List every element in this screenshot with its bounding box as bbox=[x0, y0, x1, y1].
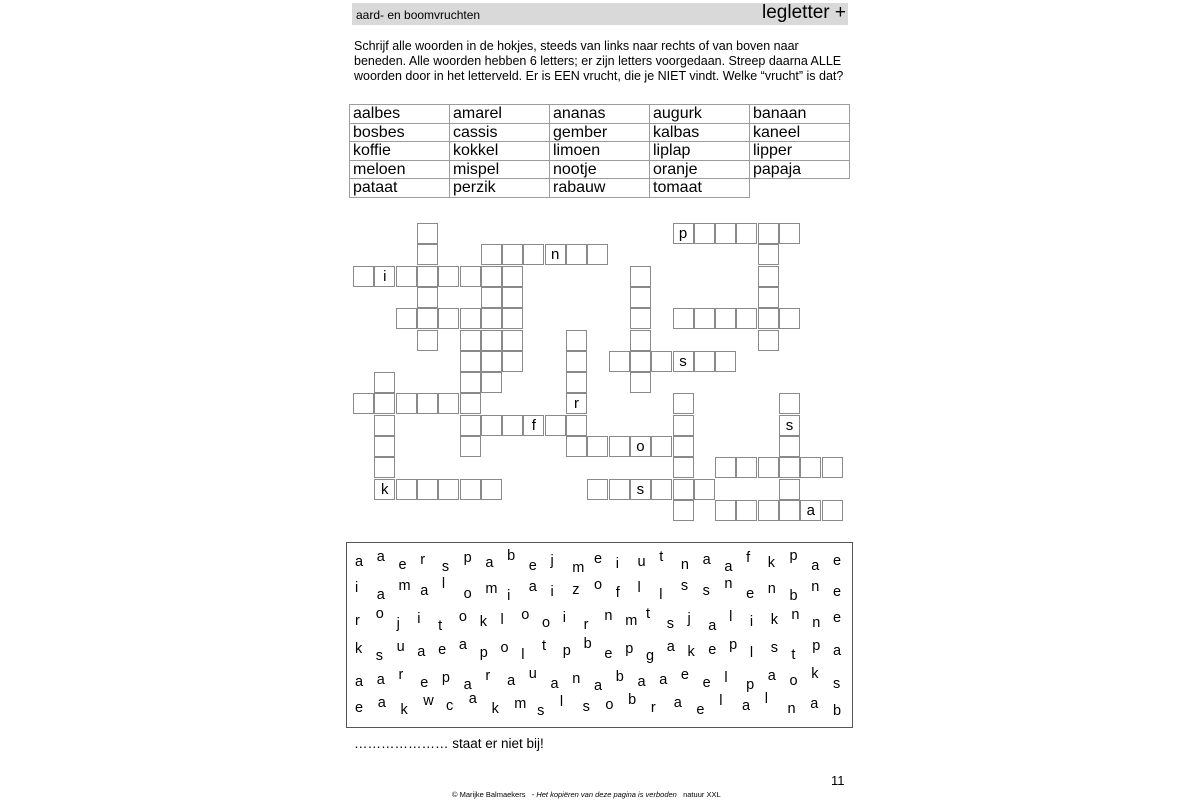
crossword-cell bbox=[779, 436, 800, 457]
letter-field-letter: e bbox=[594, 551, 603, 567]
crossword-cell bbox=[630, 330, 651, 351]
letter-field-letter: a bbox=[376, 672, 385, 688]
crossword-cell bbox=[481, 372, 502, 393]
letter-field-letter: s bbox=[375, 648, 384, 664]
letter-field-letter: b bbox=[833, 703, 842, 719]
word-list-word: mispel bbox=[450, 160, 550, 179]
letter-field-letter: e bbox=[708, 642, 717, 658]
letter-field-letter: u bbox=[396, 639, 405, 655]
crossword-cell bbox=[587, 436, 608, 457]
word-list-word: koffie bbox=[350, 142, 450, 161]
word-list-word: pataat bbox=[350, 179, 450, 198]
letter-field-letter: s bbox=[702, 583, 710, 599]
letter-field-letter: u bbox=[528, 666, 537, 682]
letter-field-letter: m bbox=[398, 578, 411, 594]
crossword-cell bbox=[502, 415, 523, 436]
letter-field-letter: e bbox=[355, 700, 364, 716]
crossword-cell bbox=[779, 500, 800, 521]
word-list-word: lipper bbox=[750, 142, 850, 161]
instructions: Schrijf alle woorden in de hokjes, steeds van links naar rechts of van boven naar beneden. Alle woorden hebben 6 letters; er zijn letters voorgedaan. Streep daarna ALLE woorden door in het letterveld. Er is EEN vrucht, die je NIET vindt. Welke “vrucht” is dat? bbox=[354, 39, 844, 83]
crossword-cell bbox=[758, 266, 779, 287]
letter-field-letter: e bbox=[438, 642, 447, 658]
letter-field-letter: k bbox=[400, 702, 408, 718]
letter-field-letter: l bbox=[724, 670, 728, 686]
crossword-cell bbox=[609, 436, 630, 457]
crossword-cell bbox=[396, 308, 417, 329]
letter-field-letter: f bbox=[746, 550, 751, 566]
crossword-cell bbox=[673, 500, 694, 521]
crossword-cell bbox=[417, 308, 438, 329]
crossword-cell bbox=[758, 287, 779, 308]
crossword-cell bbox=[374, 436, 395, 457]
crossword-cell bbox=[481, 266, 502, 287]
letter-field-letter: l bbox=[500, 612, 504, 628]
letter-field-letter: r bbox=[485, 668, 491, 684]
crossword-cell bbox=[438, 393, 459, 414]
letter-field-letter: r bbox=[398, 667, 404, 683]
letter-field-letter: t bbox=[438, 618, 443, 634]
letter-field-letter: o bbox=[542, 615, 551, 631]
letter-field-letter: j bbox=[687, 611, 691, 627]
crossword-given-letter: n bbox=[545, 244, 566, 265]
letter-field-letter: e bbox=[604, 646, 613, 662]
letter-field-letter: a bbox=[355, 554, 364, 570]
letter-field-letter: a bbox=[468, 691, 477, 707]
crossword-cell bbox=[374, 372, 395, 393]
letter-field-letter: k bbox=[687, 644, 695, 660]
crossword-cell bbox=[736, 308, 757, 329]
crossword-cell bbox=[566, 372, 587, 393]
letter-field-letter: o bbox=[463, 586, 472, 602]
letter-field-letter: n bbox=[604, 608, 613, 624]
crossword-cell bbox=[460, 372, 481, 393]
word-list-word: tomaat bbox=[650, 179, 750, 198]
letter-field-letter: e bbox=[528, 558, 537, 574]
crossword-cell bbox=[715, 457, 736, 478]
word-list-word: bosbes bbox=[350, 123, 450, 142]
letter-field-letter: p bbox=[746, 677, 755, 693]
letter-field-letter: k bbox=[767, 555, 776, 571]
crossword-cell bbox=[609, 479, 630, 500]
letter-field-letter: i bbox=[355, 580, 359, 596]
crossword-cell bbox=[417, 287, 438, 308]
crossword-cell bbox=[502, 308, 523, 329]
word-list-word: banaan bbox=[750, 105, 850, 124]
letter-field-letter: l bbox=[749, 645, 754, 661]
letter-field-letter: a bbox=[458, 637, 467, 653]
crossword-cell bbox=[694, 223, 715, 244]
crossword-given-letter: a bbox=[800, 500, 821, 521]
word-list-word: amarel bbox=[450, 105, 550, 124]
letter-field-letter: l bbox=[441, 576, 446, 592]
word-list-word: limoen bbox=[550, 142, 650, 161]
letter-field-letter: s bbox=[680, 578, 689, 594]
crossword-cell bbox=[630, 287, 651, 308]
footer-copyright: © Marijke Balmaekers bbox=[452, 790, 526, 799]
crossword-cell bbox=[694, 308, 715, 329]
letter-field-letter: p bbox=[562, 643, 571, 659]
crossword-cell bbox=[460, 436, 481, 457]
crossword-cell bbox=[673, 308, 694, 329]
crossword-cell bbox=[673, 436, 694, 457]
letter-field-letter: a bbox=[594, 678, 603, 694]
crossword-cell bbox=[438, 308, 459, 329]
crossword-cell bbox=[481, 244, 502, 265]
letter-field-letter: p bbox=[479, 645, 488, 661]
letter-field-letter: n bbox=[811, 579, 820, 595]
letter-field-letter: i bbox=[507, 588, 511, 604]
word-list-word: nootje bbox=[550, 160, 650, 179]
crossword-cell bbox=[566, 244, 587, 265]
letter-field-letter: a bbox=[708, 618, 717, 634]
crossword-cell bbox=[736, 500, 757, 521]
letter-field-letter: a bbox=[376, 549, 385, 565]
letter-field-letter: u bbox=[637, 554, 646, 570]
crossword-cell bbox=[694, 351, 715, 372]
word-list-word: kaneel bbox=[750, 123, 850, 142]
word-list-word: kalbas bbox=[650, 123, 750, 142]
crossword-cell bbox=[779, 223, 800, 244]
letter-field-letter: e bbox=[833, 610, 842, 626]
crossword-cell bbox=[374, 415, 395, 436]
crossword-cell bbox=[715, 308, 736, 329]
letter-field-letter: r bbox=[420, 552, 426, 568]
letter-field-letter: i bbox=[749, 614, 754, 630]
crossword-cell bbox=[523, 244, 544, 265]
crossword-given-letter: s bbox=[673, 351, 694, 372]
crossword-cell bbox=[502, 244, 523, 265]
letter-field-letter: b bbox=[583, 636, 592, 652]
letter-field-letter: e bbox=[702, 675, 711, 691]
page-number: 11 bbox=[831, 773, 845, 788]
crossword-cell bbox=[417, 223, 438, 244]
crossword-cell bbox=[758, 457, 779, 478]
letter-field-letter: b bbox=[628, 692, 637, 708]
letter-field-letter: s bbox=[833, 676, 841, 692]
crossword-cell bbox=[779, 479, 800, 500]
crossword-cell bbox=[417, 244, 438, 265]
letter-field bbox=[346, 542, 853, 728]
word-list-word: cassis bbox=[450, 123, 550, 142]
answer-line: ………………… staat er niet bij! bbox=[354, 736, 544, 751]
letter-field-letter: t bbox=[659, 549, 664, 565]
crossword-cell bbox=[502, 287, 523, 308]
letter-field-letter: m bbox=[625, 613, 638, 629]
crossword-cell bbox=[736, 223, 757, 244]
letter-field-letter: r bbox=[583, 617, 589, 633]
word-list-word: papaja bbox=[750, 160, 850, 179]
letter-field-letter: a bbox=[724, 559, 733, 575]
crossword-cell bbox=[481, 351, 502, 372]
letter-field-letter: p bbox=[729, 637, 738, 653]
letter-field-letter: a bbox=[702, 552, 711, 568]
crossword-cell bbox=[630, 372, 651, 393]
letter-field-letter: j bbox=[550, 553, 554, 569]
letter-field-letter: r bbox=[650, 700, 656, 716]
crossword-cell bbox=[460, 393, 481, 414]
letter-field-letter: a bbox=[355, 674, 364, 690]
crossword-cell bbox=[673, 415, 694, 436]
footer bbox=[452, 790, 721, 799]
crossword-cell bbox=[779, 393, 800, 414]
letter-field-letter: p bbox=[441, 670, 450, 686]
letter-field-letter: a bbox=[811, 558, 820, 574]
crossword-cell bbox=[460, 415, 481, 436]
worksheet-level: legletter + bbox=[762, 2, 846, 23]
letter-field-letter: a bbox=[420, 583, 429, 599]
word-list-word: rabauw bbox=[550, 179, 650, 198]
crossword-cell bbox=[417, 393, 438, 414]
crossword-cell bbox=[758, 500, 779, 521]
crossword-cell bbox=[374, 393, 395, 414]
crossword-cell bbox=[417, 479, 438, 500]
crossword-cell bbox=[673, 393, 694, 414]
crossword-cell bbox=[630, 351, 651, 372]
letter-field-letter: a bbox=[528, 579, 537, 595]
letter-field-letter: a bbox=[417, 644, 426, 660]
crossword-cell bbox=[353, 266, 374, 287]
letter-field-letter: c bbox=[446, 698, 454, 714]
footer-notice: - Het kopiëren van deze pagina is verboden bbox=[531, 790, 677, 799]
crossword-cell bbox=[374, 457, 395, 478]
letter-field-letter: t bbox=[542, 638, 547, 654]
crossword-cell bbox=[566, 436, 587, 457]
letter-field-letter: a bbox=[376, 587, 385, 603]
letter-field-letter: k bbox=[491, 701, 499, 717]
crossword-cell bbox=[460, 330, 481, 351]
crossword-cell bbox=[460, 308, 481, 329]
letter-field-letter: o bbox=[375, 606, 384, 622]
letter-field-letter: n bbox=[572, 671, 581, 687]
letter-field-letter: p bbox=[812, 638, 821, 654]
letter-field-letter: a bbox=[810, 696, 819, 712]
letter-field-letter: n bbox=[767, 581, 776, 597]
letter-field-letter: n bbox=[724, 576, 733, 592]
letter-field-letter: a bbox=[550, 676, 559, 692]
crossword-cell bbox=[800, 457, 821, 478]
worksheet-topic: aard- en boomvruchten bbox=[356, 8, 481, 22]
letter-field-letter: e bbox=[680, 667, 689, 683]
word-list-word: meloen bbox=[350, 160, 450, 179]
crossword-cell bbox=[460, 351, 481, 372]
letter-field-letter: a bbox=[673, 695, 682, 711]
letter-field-letter: r bbox=[355, 613, 360, 629]
letter-field-letter: n bbox=[791, 607, 800, 623]
crossword-cell bbox=[566, 415, 587, 436]
crossword-cell bbox=[609, 351, 630, 372]
word-list-word: oranje bbox=[650, 160, 750, 179]
crossword-cell bbox=[779, 457, 800, 478]
letter-field-letter: s bbox=[537, 703, 545, 719]
letter-field-letter: s bbox=[666, 616, 674, 632]
crossword-cell bbox=[651, 436, 672, 457]
letter-field-letter: n bbox=[680, 557, 689, 573]
letter-field-letter: o bbox=[500, 640, 509, 656]
letter-field-letter: i bbox=[550, 584, 554, 600]
letter-field-letter: a bbox=[377, 695, 386, 711]
crossword-given-letter: r bbox=[566, 393, 587, 414]
letter-field-letter: i bbox=[417, 611, 421, 627]
letter-field-letter: e bbox=[833, 553, 842, 569]
letter-field-letter: e bbox=[746, 586, 755, 602]
crossword-cell bbox=[417, 330, 438, 351]
letter-field-letter: o bbox=[605, 697, 614, 713]
crossword-cell bbox=[396, 479, 417, 500]
crossword-cell bbox=[396, 266, 417, 287]
letter-field-letter: a bbox=[507, 673, 516, 689]
letter-field-letter: k bbox=[770, 612, 778, 628]
letter-field-letter: e bbox=[833, 584, 842, 600]
letter-field-letter: p bbox=[789, 548, 798, 564]
letter-field-letter: a bbox=[463, 677, 472, 693]
letter-field-letter: l bbox=[559, 694, 564, 710]
crossword-cell bbox=[481, 479, 502, 500]
letter-field-letter: t bbox=[791, 647, 796, 663]
letter-field-letter: b bbox=[507, 548, 516, 564]
letter-field-letter: a bbox=[666, 639, 675, 655]
crossword-cell bbox=[566, 351, 587, 372]
letter-field-letter: a bbox=[742, 698, 751, 714]
crossword-cell bbox=[673, 457, 694, 478]
letter-field-letter: a bbox=[485, 555, 494, 571]
crossword-cell bbox=[651, 351, 672, 372]
letter-field-letter: k bbox=[355, 641, 363, 657]
word-list-word: ananas bbox=[550, 105, 650, 124]
letter-field-letter: l bbox=[719, 693, 723, 709]
crossword-cell bbox=[481, 330, 502, 351]
crossword-cell bbox=[460, 479, 481, 500]
crossword-cell bbox=[566, 330, 587, 351]
crossword-cell bbox=[630, 266, 651, 287]
word-list-word: aalbes bbox=[350, 105, 450, 124]
crossword-cell bbox=[715, 351, 736, 372]
letter-field-letter: a bbox=[659, 672, 668, 688]
letter-field-letter: s bbox=[770, 640, 778, 656]
letter-field-letter: o bbox=[789, 673, 798, 689]
letter-field-letter: e bbox=[420, 675, 429, 691]
letter-field-letter: a bbox=[767, 668, 776, 684]
letter-field-letter: k bbox=[479, 614, 487, 630]
crossword-cell bbox=[438, 479, 459, 500]
letter-field-letter: l bbox=[764, 691, 768, 707]
crossword-cell bbox=[758, 308, 779, 329]
letter-field-letter: m bbox=[485, 581, 498, 597]
letter-field-letter: j bbox=[396, 616, 400, 632]
letter-field-letter: m bbox=[514, 696, 527, 712]
letter-field-letter: m bbox=[572, 560, 585, 576]
crossword-cell bbox=[694, 479, 715, 500]
crossword-cell bbox=[822, 500, 843, 521]
letter-field-letter: b bbox=[615, 669, 624, 685]
letter-field-letter: w bbox=[423, 693, 434, 709]
crossword-given-letter: s bbox=[779, 415, 800, 436]
crossword-cell bbox=[502, 266, 523, 287]
word-list-word: augurk bbox=[650, 105, 750, 124]
letter-field-letter: o bbox=[594, 577, 603, 593]
crossword-cell bbox=[502, 330, 523, 351]
crossword-given-letter: p bbox=[673, 223, 694, 244]
crossword-given-letter: o bbox=[630, 436, 651, 457]
crossword-given-letter: i bbox=[374, 266, 395, 287]
letter-field-letter: a bbox=[833, 643, 842, 659]
letter-field-letter: e bbox=[398, 557, 407, 573]
crossword-given-letter: s bbox=[630, 479, 651, 500]
letter-field-letter: g bbox=[646, 648, 655, 664]
crossword-given-letter: k bbox=[374, 479, 395, 500]
crossword-cell bbox=[758, 223, 779, 244]
letter-field-letter: s bbox=[441, 559, 450, 575]
crossword-cell bbox=[587, 244, 608, 265]
crossword-cell bbox=[353, 393, 374, 414]
letter-field-letter: l bbox=[637, 580, 641, 596]
letter-field-letter: a bbox=[637, 674, 646, 690]
letter-field-letter: i bbox=[615, 556, 619, 572]
letter-field-letter: o bbox=[521, 607, 530, 623]
crossword-cell bbox=[396, 393, 417, 414]
crossword-cell bbox=[438, 266, 459, 287]
crossword-cell bbox=[715, 500, 736, 521]
letter-field-letter: n bbox=[787, 701, 796, 717]
letter-field-letter: p bbox=[463, 550, 472, 566]
word-list-word: kokkel bbox=[450, 142, 550, 161]
crossword-cell bbox=[822, 457, 843, 478]
letter-field-letter: p bbox=[625, 641, 634, 657]
letter-field-letter: o bbox=[458, 609, 467, 625]
crossword-cell bbox=[630, 308, 651, 329]
crossword-cell bbox=[715, 223, 736, 244]
letter-field-letter: l bbox=[659, 587, 663, 603]
footer-series: natuur XXL bbox=[683, 790, 721, 799]
letter-field-letter: z bbox=[572, 582, 580, 598]
letter-field-letter: i bbox=[562, 610, 567, 626]
crossword-cell bbox=[545, 415, 566, 436]
crossword-cell bbox=[758, 330, 779, 351]
word-list-word: gember bbox=[550, 123, 650, 142]
crossword-cell bbox=[779, 308, 800, 329]
crossword-given-letter: f bbox=[523, 415, 544, 436]
crossword-cell bbox=[651, 479, 672, 500]
crossword-cell bbox=[736, 457, 757, 478]
word-list-word: perzik bbox=[450, 179, 550, 198]
letter-field-letter: e bbox=[696, 702, 705, 718]
crossword-cell bbox=[481, 415, 502, 436]
crossword-cell bbox=[481, 287, 502, 308]
letter-field-letter: f bbox=[615, 585, 620, 601]
crossword-cell bbox=[758, 244, 779, 265]
letter-field-letter: l bbox=[521, 647, 525, 663]
crossword-cell bbox=[417, 266, 438, 287]
letter-field-letter: t bbox=[646, 606, 651, 622]
crossword-cell bbox=[481, 308, 502, 329]
crossword-cell bbox=[587, 479, 608, 500]
word-list-word: liplap bbox=[650, 142, 750, 161]
crossword-cell bbox=[502, 351, 523, 372]
crossword-cell bbox=[673, 479, 694, 500]
letter-field-letter: l bbox=[729, 609, 733, 625]
letter-field-letter: k bbox=[811, 666, 819, 682]
letter-field-letter: n bbox=[812, 615, 821, 631]
crossword-cell bbox=[460, 266, 481, 287]
letter-field-letter: s bbox=[582, 699, 590, 715]
letter-field-letter: b bbox=[789, 588, 798, 604]
